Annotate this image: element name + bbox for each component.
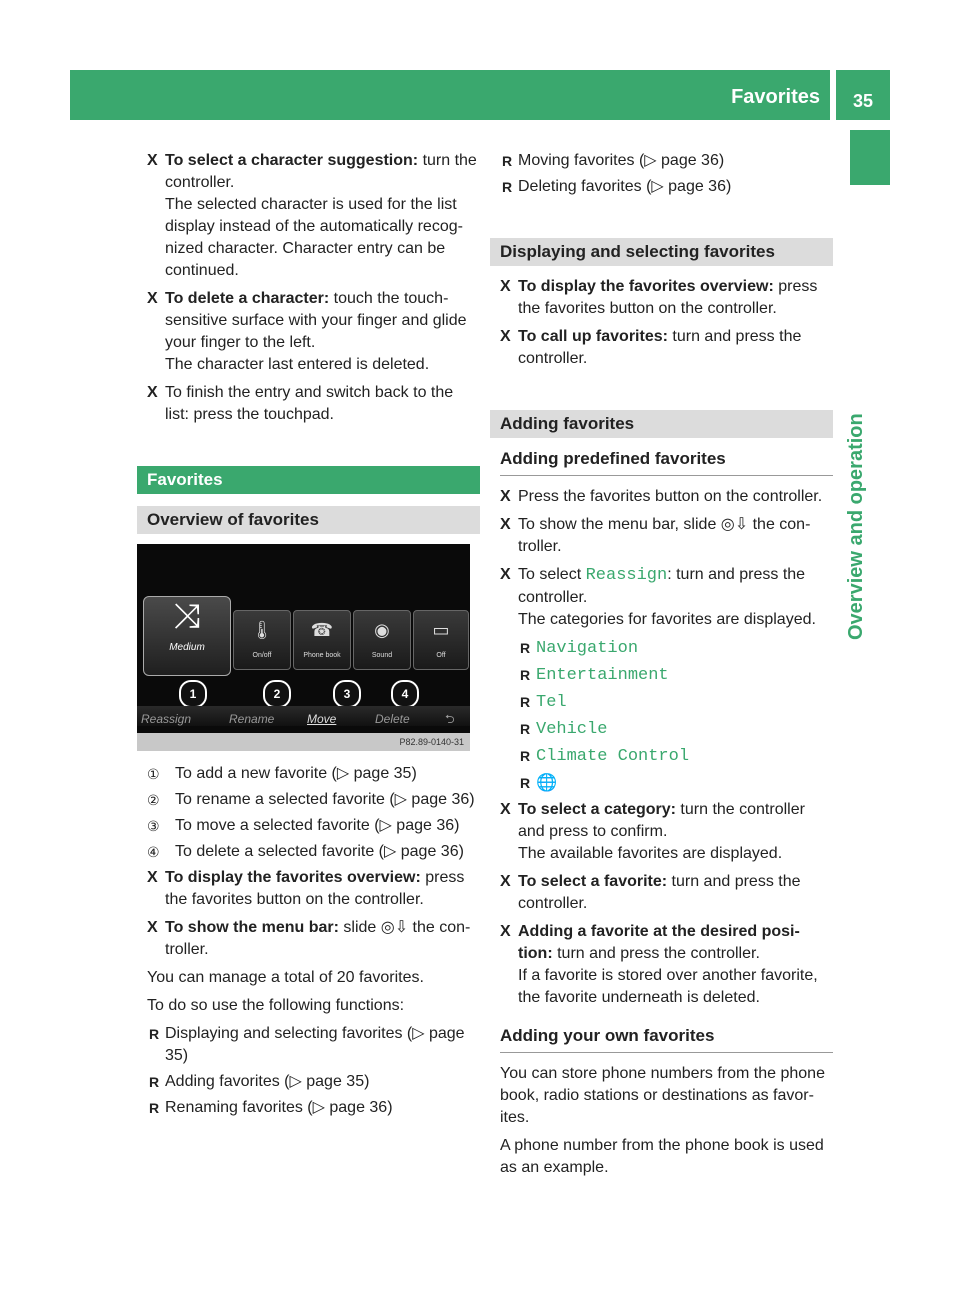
step-add-at-position: X Adding a favorite at the desired posi-tion: turn and press the controller. If a favorite is stored over another favorite, the favorite underneath is deleted. bbox=[500, 923, 818, 1006]
header-title: Favorites bbox=[731, 86, 820, 108]
image-code: P82.89-0140-31 bbox=[137, 733, 470, 751]
step-display-overview-right: X To display the favorites overview: press the favorites button on the controller. bbox=[500, 278, 818, 317]
callout-3: 3 bbox=[333, 680, 361, 708]
section-displaying-title: Displaying and selecting favorites bbox=[490, 238, 833, 266]
step-arrow-icon: X bbox=[500, 566, 511, 583]
step-press-favorites-button: X Press the favorites button on the controller. bbox=[500, 486, 833, 508]
step-show-menu-bar-right: X To show the menu bar, slide ◎⇩ the con-troller. bbox=[500, 516, 811, 555]
thermometer-icon: 🌡 bbox=[250, 620, 274, 640]
page-number: 35 bbox=[836, 70, 890, 120]
callout-1: 1 bbox=[179, 680, 207, 708]
menu-reassign: Reassign bbox=[141, 712, 192, 726]
callout-item-3: ③ To move a selected favorite (▷ page 36) bbox=[147, 817, 460, 834]
step-arrow-icon: X bbox=[147, 152, 158, 169]
list-item: R Adding favorites (▷ page 35) bbox=[149, 1073, 370, 1090]
side-tab-marker bbox=[850, 130, 890, 185]
step-finish-entry: X To finish the entry and switch back to the list: press the touchpad. bbox=[147, 384, 454, 423]
step-arrow-icon: X bbox=[500, 278, 511, 295]
sound-icon: ◉ bbox=[374, 620, 390, 640]
step-arrow-icon: X bbox=[500, 801, 511, 818]
screen-icon: ▭ bbox=[432, 620, 450, 640]
back-arrow-icon: ⮌ bbox=[445, 712, 455, 726]
step-arrow-icon: X bbox=[147, 290, 158, 307]
callout-item-4: ④ To delete a selected favorite (▷ page 36) bbox=[147, 843, 464, 860]
step-arrow-icon: X bbox=[147, 384, 158, 401]
paragraph: You can store phone numbers from the phone book, radio stations or destinations as favor-ites. bbox=[500, 1065, 825, 1126]
subheading-predefined: Adding predefined favorites bbox=[500, 448, 833, 476]
step-call-up-favorites: X To call up favorites: turn and press the controller. bbox=[500, 328, 802, 367]
category-item: R Entertainment bbox=[520, 666, 669, 685]
callout-item-2: ② To rename a selected favorite (▷ page 36) bbox=[147, 791, 475, 808]
category-item: R Climate Control bbox=[520, 747, 690, 766]
menu-bar bbox=[137, 706, 470, 726]
category-item: R Tel bbox=[520, 693, 567, 712]
paragraph: A phone number from the phone book is used as an example. bbox=[500, 1137, 824, 1176]
favorite-tile-medium: ⤨ Medium bbox=[143, 596, 231, 676]
step-display-overview: X To display the favorites overview: press the favorites button on the controller. bbox=[147, 869, 465, 908]
list-item: R Displaying and selecting favorites (▷ page 35) bbox=[149, 1025, 465, 1064]
globe-icon: 🌐 bbox=[536, 773, 558, 792]
step-arrow-icon: X bbox=[500, 923, 511, 940]
step-arrow-icon: X bbox=[500, 328, 511, 345]
callout-2: 2 bbox=[263, 680, 291, 708]
phone-icon: ☎ bbox=[310, 620, 334, 640]
subheading-own: Adding your own favorites bbox=[500, 1025, 833, 1053]
category-item-globe: R 🌐 bbox=[520, 773, 558, 792]
step-arrow-icon: X bbox=[500, 516, 511, 533]
step-arrow-icon: X bbox=[500, 488, 511, 505]
shuffle-icon: ⤨ bbox=[173, 597, 201, 635]
step-arrow-icon: X bbox=[500, 873, 511, 890]
step-select-suggestion: X To select a character suggestion: turn the controller. The selected character is used for the list display instead of the automatically recog-nized character. Character entry can be continued. bbox=[147, 152, 477, 279]
favorite-tile-phonebook: ☎ Phone book bbox=[293, 610, 351, 670]
step-arrow-icon: X bbox=[147, 869, 158, 886]
step-delete-character: X To delete a character: touch the touch-sensitive surface with your finger and glide your finger to the left. The character last entered is deleted. bbox=[147, 290, 467, 373]
step-arrow-icon: X bbox=[147, 919, 158, 936]
side-tab-label: Overview and operation bbox=[845, 413, 867, 640]
header-bar bbox=[70, 70, 830, 120]
favorite-tile-onoff: 🌡 On/off bbox=[233, 610, 291, 670]
list-item: R Moving favorites (▷ page 36) bbox=[502, 152, 725, 169]
favorites-screenshot bbox=[137, 544, 470, 751]
list-item: R Renaming favorites (▷ page 36) bbox=[149, 1099, 393, 1116]
favorite-tile-off: ▭ Off bbox=[413, 610, 469, 670]
paragraph: To do so use the following functions: bbox=[147, 997, 405, 1014]
step-select-favorite: X To select a favorite: turn and press the controller. bbox=[500, 873, 801, 912]
callout-4: 4 bbox=[391, 680, 419, 708]
paragraph: You can manage a total of 20 favorites. bbox=[147, 969, 424, 986]
left-column bbox=[141, 150, 480, 1123]
step-select-reassign: X To select Reassign: turn and press the controller. The categories for favorites are displayed. bbox=[500, 566, 816, 628]
menu-delete: Delete bbox=[375, 712, 410, 726]
step-show-menu-bar: X To show the menu bar: slide ◎⇩ the con-troller. bbox=[147, 919, 471, 958]
section-adding-title: Adding favorites bbox=[490, 410, 833, 438]
step-select-category: X To select a category: turn the controller and press to confirm. The available favorites are displayed. bbox=[500, 801, 805, 862]
category-item: R Vehicle bbox=[520, 720, 608, 739]
right-column bbox=[500, 150, 833, 1185]
subsection-title: Overview of favorites bbox=[137, 506, 480, 534]
section-title: Favorites bbox=[137, 466, 480, 494]
list-item: R Deleting favorites (▷ page 36) bbox=[502, 178, 732, 195]
category-item: R Navigation bbox=[520, 639, 639, 658]
menu-move: Move bbox=[307, 712, 337, 726]
callout-item-1: ① To add a new favorite (▷ page 35) bbox=[147, 765, 417, 782]
menu-rename: Rename bbox=[229, 712, 275, 726]
favorite-tile-sound: ◉ Sound bbox=[353, 610, 411, 670]
